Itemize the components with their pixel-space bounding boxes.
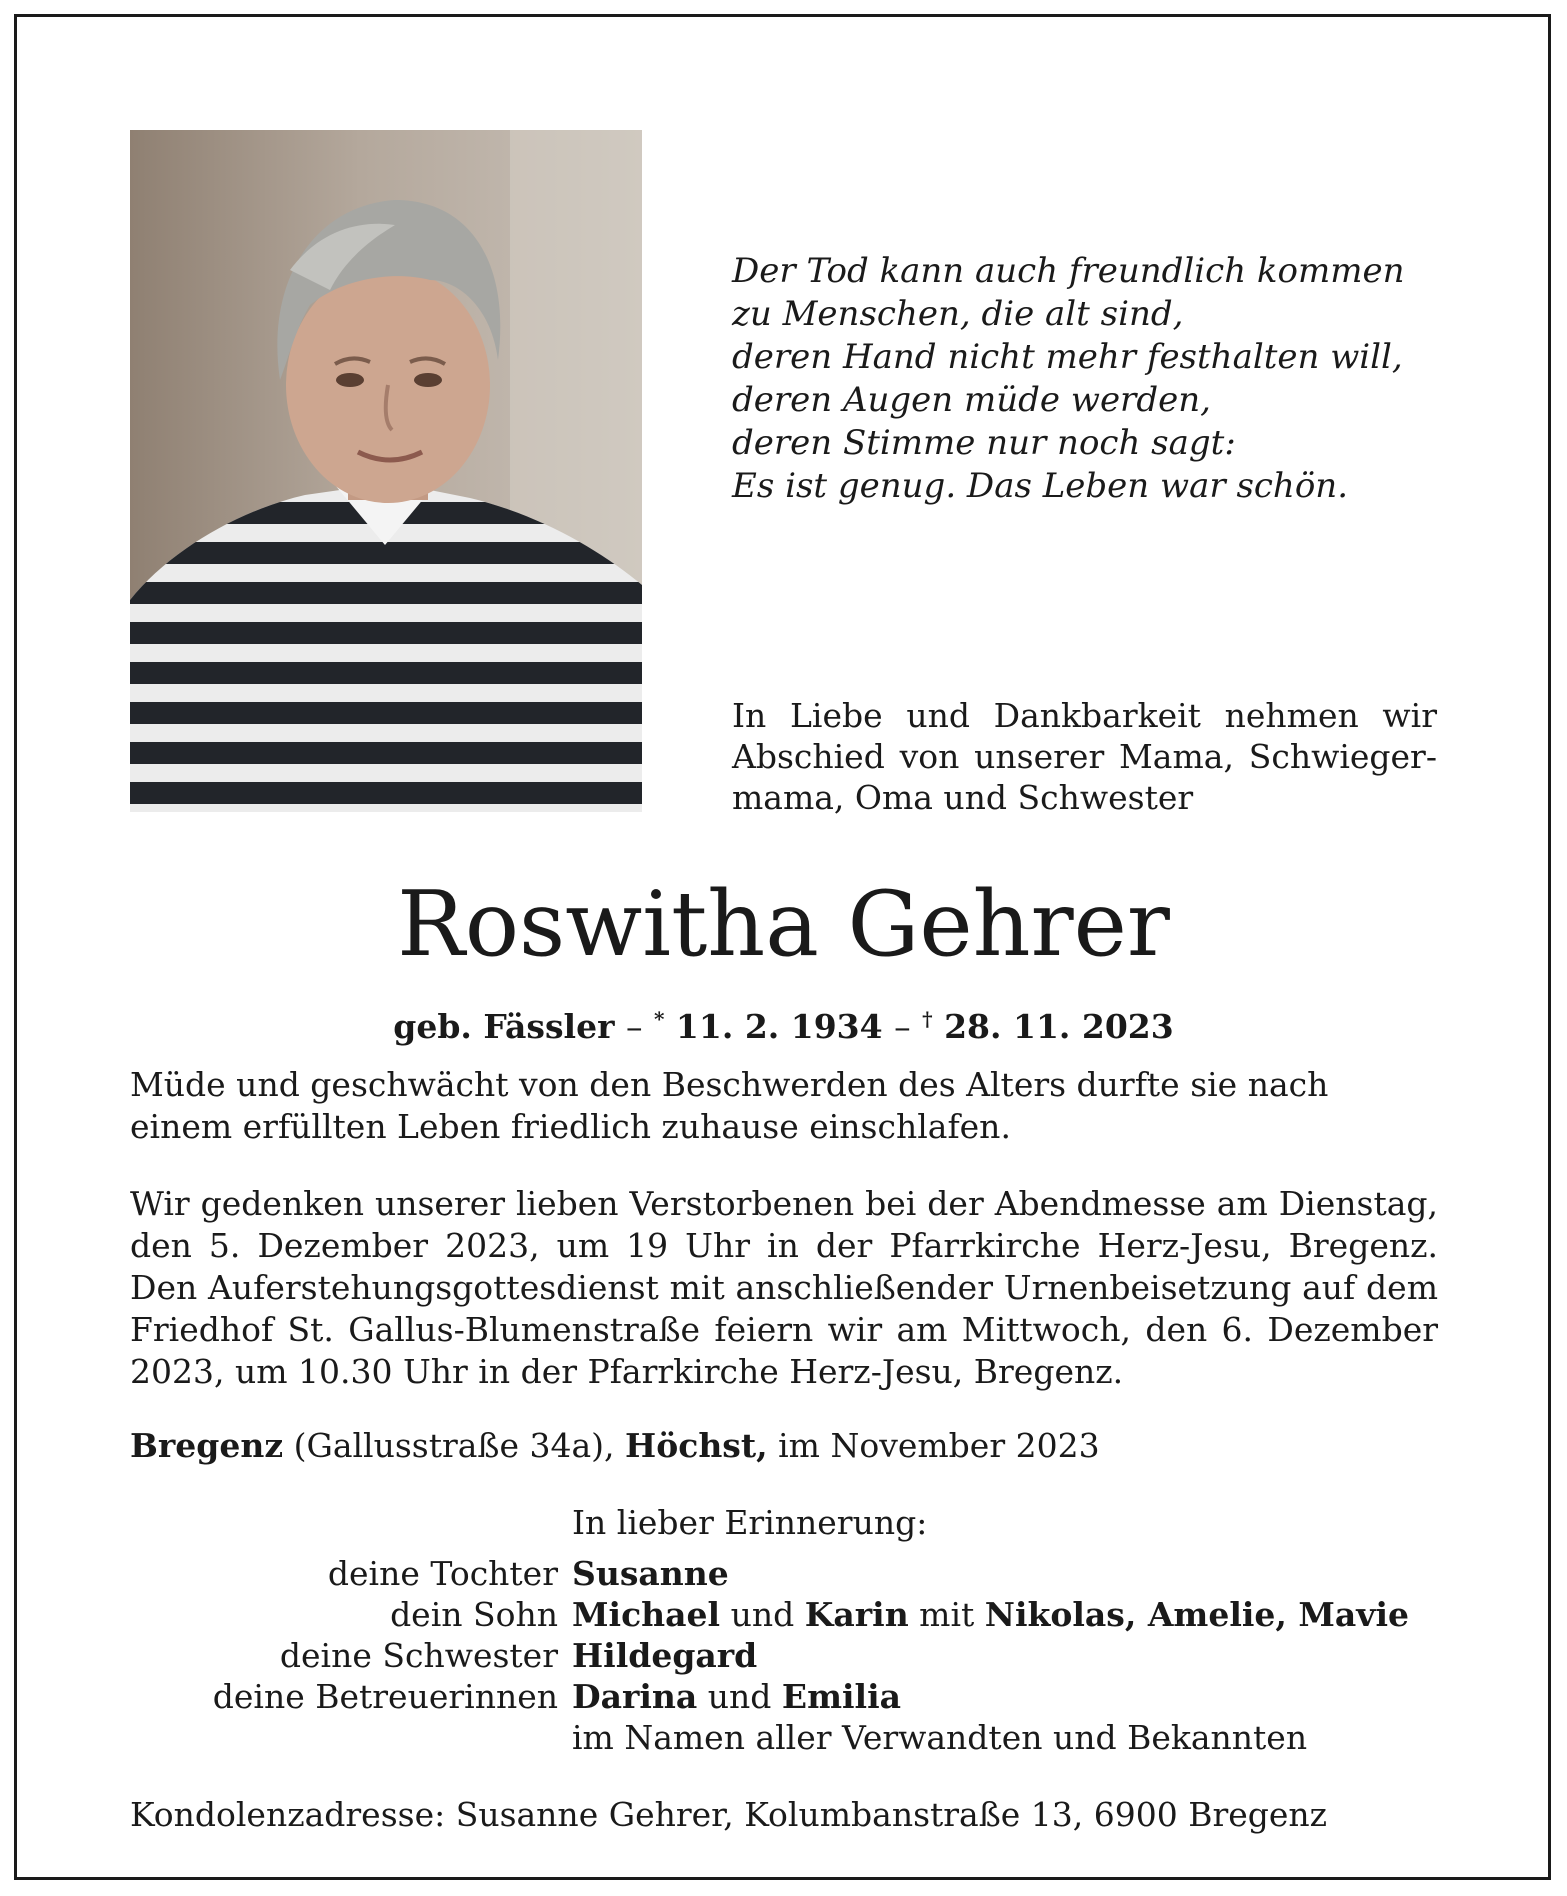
maiden-name: geb. Fässler [393, 1007, 615, 1046]
family-list [130, 1553, 1470, 1758]
family-member: Susanne [572, 1554, 729, 1593]
deceased-name: Roswitha Gehrer [397, 872, 1170, 977]
birth-date: 11. 2. 1934 [675, 1007, 883, 1046]
family-member: Michael [572, 1595, 721, 1634]
family-connector: und [720, 1595, 805, 1634]
place-city: Bregenz [130, 1426, 284, 1465]
family-members [572, 1717, 1307, 1758]
poem-line: zu Menschen, die alt sind, [732, 294, 1184, 334]
passing-paragraph: Müde und geschwächt von den Beschwerden des Alters durfte sie nach einem erfüllten Leben friedlich zuhause einschlafen. [130, 1065, 1329, 1146]
family-relation: deine Tochter [327, 1554, 558, 1593]
place-date: im November 2023 [778, 1426, 1100, 1465]
family-row [130, 1635, 1470, 1676]
family-member: Hildegard [572, 1636, 758, 1675]
family-relation: dein Sohn [390, 1595, 558, 1634]
family-row [130, 1676, 1470, 1717]
separator: – [894, 1007, 911, 1046]
family-connector: und [697, 1677, 782, 1716]
death-mark: † [922, 1007, 933, 1031]
family-relation: deine Betreuerinnen [212, 1677, 558, 1716]
portrait-photo [130, 130, 642, 812]
poem-line: Der Tod kann auch freundlich kommen [732, 251, 1405, 291]
family-row [130, 1717, 1470, 1758]
poem [732, 250, 1452, 508]
birth-mark: * [653, 1007, 665, 1031]
life-dates [0, 997, 1567, 1049]
family-members [572, 1635, 757, 1676]
family-member: Darina [572, 1677, 698, 1716]
family-relation [130, 1717, 572, 1758]
condolence-address: Kondolenzadresse: Susanne Gehrer, Kolumbanstraße 13, 6900 Bregenz [130, 1795, 1328, 1834]
poem-line: Es ist genug. Das Leben war schön. [732, 466, 1349, 506]
poem-line: deren Augen müde werden, [732, 380, 1211, 420]
family-member: Nikolas, Amelie, Mavie [984, 1595, 1410, 1634]
memory-heading: In lieber Erinnerung: [572, 1503, 928, 1542]
family-member: Karin [804, 1595, 909, 1634]
farewell-intro: In Liebe und Dankbarkeit nehmen wir Abschied von unserer Mama, Schwiegermama, Oma und Schwester [732, 696, 1437, 817]
family-members [572, 1594, 1409, 1635]
place-town: Höchst, [625, 1426, 768, 1465]
family-row [130, 1594, 1470, 1635]
poem-line: deren Stimme nur noch sagt: [732, 423, 1236, 463]
family-closing: im Namen aller Verwandten und Bekannten [572, 1718, 1308, 1757]
place-address: (Gallusstraße 34a), [293, 1426, 615, 1465]
family-member: Emilia [781, 1677, 901, 1716]
family-members [572, 1553, 729, 1594]
family-relation: deine Schwester [279, 1636, 558, 1675]
death-date: 28. 11. 2023 [944, 1007, 1174, 1046]
place-date-line [130, 1425, 1438, 1467]
family-members [572, 1676, 901, 1717]
portrait-image [130, 130, 642, 812]
service-paragraph: Wir gedenken unserer lieben Verstorbenen bei der Abendmesse am Dienstag, den 5. Dezember 2023, um 19 Uhr in der Pfarrkirche Herz-Jesu, Bregenz. Den Auferstehungsgottesdienst mit anschließender Urnenbeisetzung auf dem Friedhof St. Gallus-Blumenstraße feiern wir am Mittwoch, den 6. Dezember 2023, um 10.30 Uhr in der Pfarrkirche Herz-Jesu, Bregenz. [130, 1184, 1438, 1391]
separator: – [625, 1007, 643, 1046]
poem-line: deren Hand nicht mehr festhalten will, [732, 337, 1403, 377]
family-row [130, 1553, 1470, 1594]
family-connector: mit [908, 1595, 985, 1634]
